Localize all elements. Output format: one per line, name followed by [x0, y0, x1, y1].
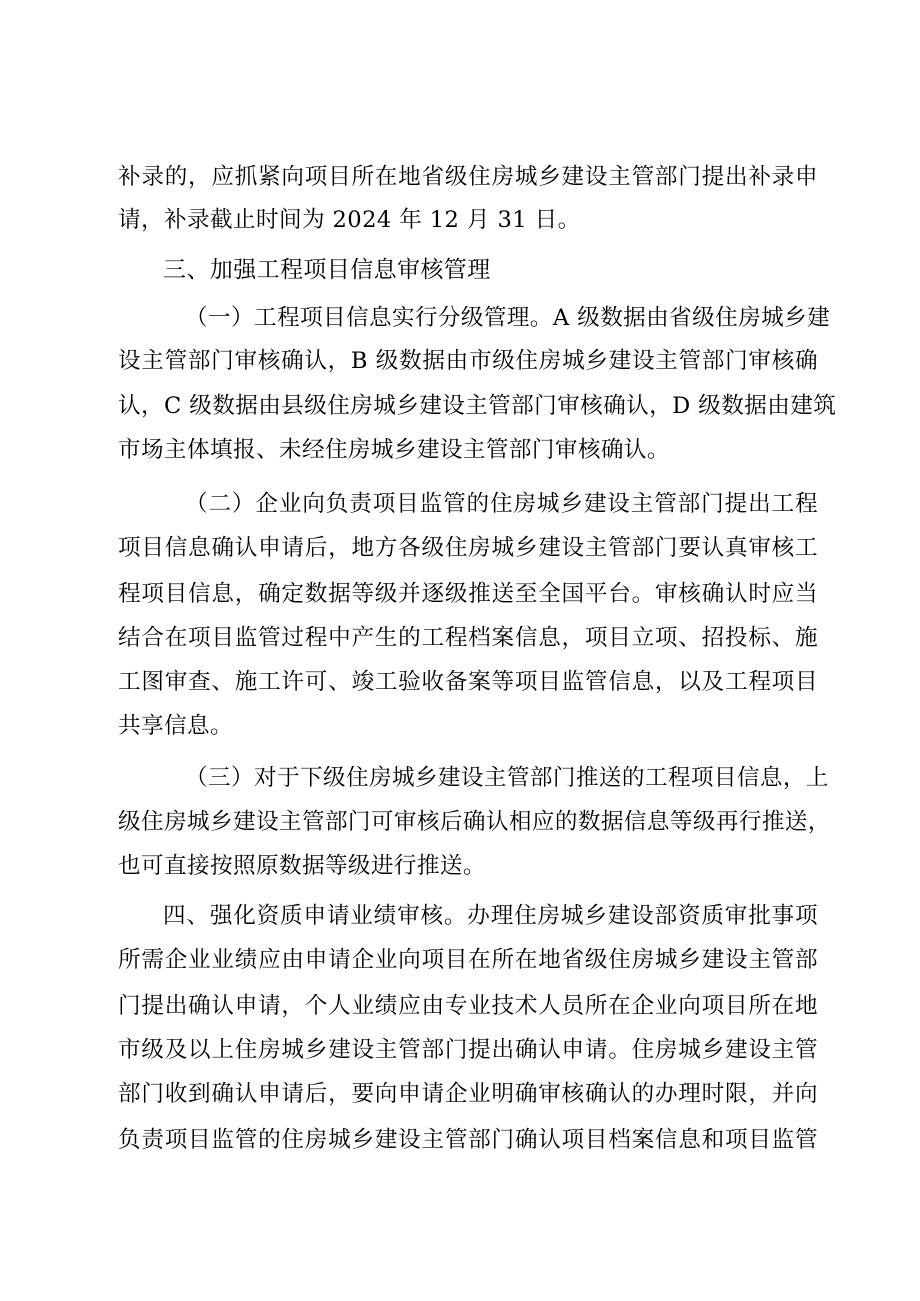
text-line-13: 共享信息。	[118, 713, 233, 739]
text-line-16: 也可直接按照原数据等级进行推送。	[118, 853, 486, 879]
text-line-2: 请，补录截止时间为 2024 年 12 月 31 日。	[118, 207, 581, 233]
text-line-17: 四、强化资质申请业绩审核。办理住房城乡建设部资质审批事项	[163, 903, 818, 929]
text-line-15: 级住房城乡建设主管部门可审核后确认相应的数据信息等级再行推送，	[118, 809, 831, 835]
text-line-4: （一）工程项目信息实行分级管理。A 级数据由省级住房城乡建	[185, 305, 831, 331]
text-line-19: 门提出确认申请，个人业绩应由专业技术人员所在企业向项目所在地	[118, 993, 818, 1019]
text-line-14: （三）对于下级住房城乡建设主管部门推送的工程项目信息，上	[185, 765, 829, 791]
text-line-7: 市场主体填报、未经住房城乡建设主管部门审核确认。	[118, 437, 670, 463]
section-heading-3: 三、加强工程项目信息审核管理	[163, 257, 491, 283]
text-line-8: （二）企业向负责项目监管的住房城乡建设主管部门提出工程	[185, 491, 818, 517]
text-line-11: 结合在项目监管过程中产生的工程档案信息，项目立项、招投标、施	[118, 625, 818, 651]
text-line-9: 项目信息确认申请后，地方各级住房城乡建设主管部门要认真审核工	[118, 535, 818, 561]
text-line-1: 补录的，应抓紧向项目所在地省级住房城乡建设主管部门提出补录申	[118, 164, 818, 190]
text-line-20: 市级及以上住房城乡建设主管部门提出确认申请。住房城乡建设主管	[118, 1037, 818, 1063]
text-line-10: 程项目信息，确定数据等级并逐级推送至全国平台。审核确认时应当	[118, 581, 818, 607]
text-line-21: 部门收到确认申请后，要向申请企业明确审核确认的办理时限，并向	[118, 1081, 818, 1107]
text-line-5: 设主管部门审核确认，B 级数据由市级住房城乡建设主管部门审核确	[118, 348, 818, 374]
text-line-18: 所需企业业绩应由申请企业向项目在所在地省级住房城乡建设主管部	[118, 947, 818, 973]
text-line-12: 工图审查、施工许可、竣工验收备案等项目监管信息，以及工程项目	[118, 669, 818, 695]
text-line-22: 负责项目监管的住房城乡建设主管部门确认项目档案信息和项目监管	[118, 1127, 818, 1153]
text-line-6: 认，C 级数据由县级住房城乡建设主管部门审核确认，D 级数据由建筑	[118, 393, 837, 419]
